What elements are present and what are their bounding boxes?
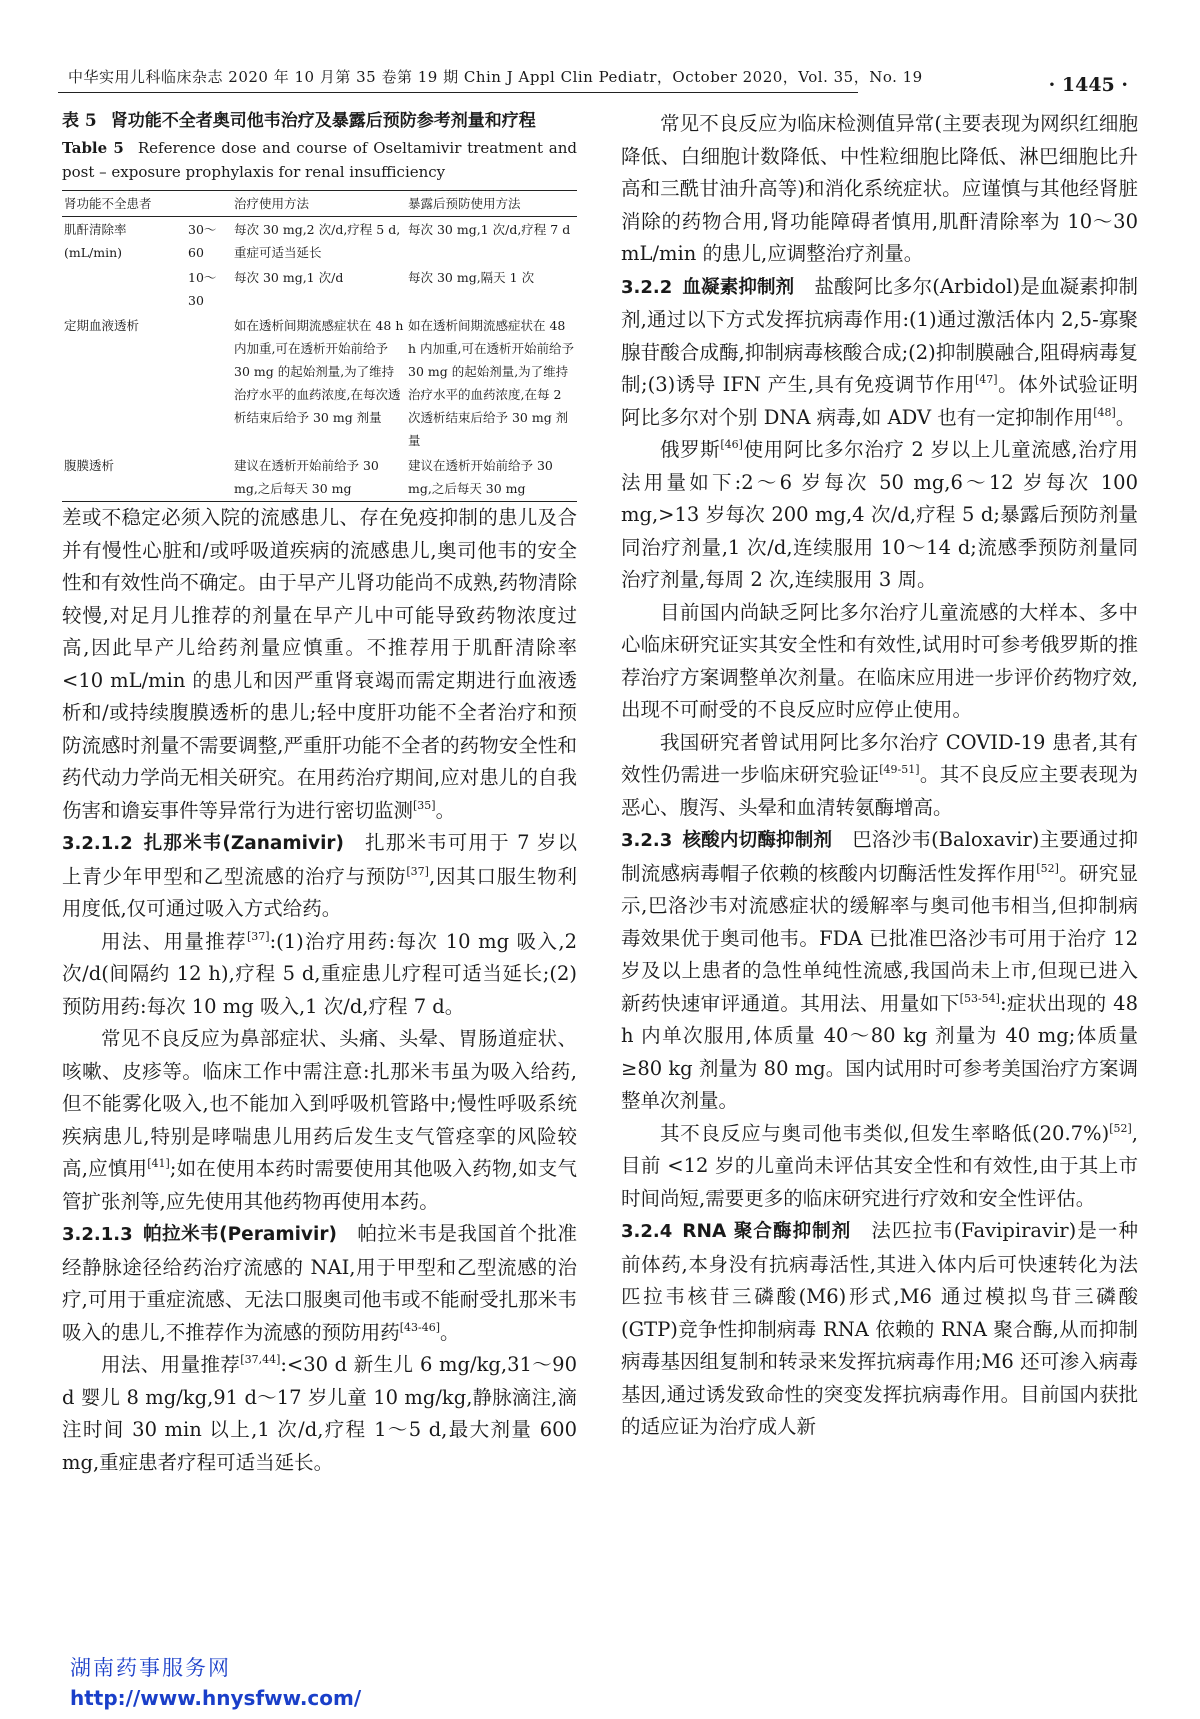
table-cell: [186, 313, 232, 453]
table-cell: 每次 30 mg,隔天 1 次: [408, 270, 535, 285]
paragraph: [62, 502, 577, 827]
table-cell: 腹膜透析: [62, 453, 186, 502]
paragraph: [62, 1023, 577, 1218]
paragraph-text: 。: [435, 798, 456, 822]
paragraph-text: 我国研究者曾试用阿比多尔治疗 COVID-19 患者,其有效性仍需进一步临床研究验证: [621, 730, 1138, 786]
citation: [37]: [406, 864, 429, 878]
paragraph-text: 用法、用量推荐: [101, 929, 247, 953]
paragraph-text: 。体外试验证明阿比多尔对个别 DNA 病毒,如 ADV 也有一定抑制作用: [621, 373, 1138, 429]
section-number: 3.2.4: [621, 1221, 673, 1242]
table-cell: 如在透析间期流感症状在 48 h 内加重,可在透析开始前给予 30 mg 的起始剂量,为了维持治疗水平的血药浓度,在每次透析结束后给予 30 mg 剂量: [234, 318, 404, 425]
table-header-cell: 治疗使用方法: [232, 191, 406, 217]
paragraph-text: 帕拉米韦是我国首个批准经静脉途径给药治疗流感的 NAI,用于甲型和乙型流感的治疗,可用于重症流感、无法口服奥司他韦或不能耐受扎那米韦吸入的患儿,不推荐作为流感的预防用药: [62, 1222, 577, 1344]
section-title: RNA 聚合酶抑制剂: [682, 1221, 852, 1242]
paragraph-text: :<30 d 新生儿 6 mg/kg,31～90 d 婴儿 8 mg/kg,91 d～17 岁儿童 10 mg/kg,静脉滴注,滴注时间 30 min 以上,1 次/d,疗程 1～5 d,最大剂量 600 mg,重症患者疗程可适当延长。: [62, 1353, 577, 1474]
table-header-row: [62, 191, 577, 217]
citation: [48]: [1093, 405, 1116, 419]
citation: [52]: [1036, 861, 1059, 875]
section-number: 3.2.2: [621, 276, 673, 298]
paragraph-text: 。: [1115, 405, 1136, 429]
watermark-site-name: 湖南药事服务网: [70, 1656, 231, 1680]
section-number: 3.2.3: [621, 830, 673, 851]
citation: [37]: [247, 929, 270, 943]
left-column: [62, 108, 577, 1479]
table-cell: 每次 30 mg,2 次/d,疗程 5 d,重症可适当延长: [234, 222, 401, 260]
dosage-table: [62, 190, 577, 502]
paragraph-text: 扎那米韦可用于 7 岁以上青少年甲型和乙型流感的治疗与预防: [62, 831, 577, 888]
paragraph: [62, 1349, 577, 1479]
table-label-cn: 表 5: [62, 111, 97, 131]
paragraph-text: ,因其口服生物利用度低,仅可通过吸入方式给药。: [62, 864, 577, 920]
paragraph: [62, 926, 577, 1024]
section-title: 血凝素抑制剂: [682, 276, 795, 298]
table-cell: 建议在透析开始前给予 30 mg,之后每天 30 mg: [232, 453, 406, 502]
citation: [35]: [413, 798, 436, 812]
table-header-cell: 肾功能不全患者: [62, 191, 186, 217]
table-cell: 30～60: [188, 222, 217, 260]
section-3-2-1-3: [62, 1218, 577, 1349]
page-number: · 1445 ·: [1048, 74, 1128, 96]
paragraph-text: 。: [440, 1320, 460, 1344]
section-title: 核酸内切酶抑制剂: [682, 830, 833, 851]
paragraph-text: :症状出现的 48 h 内单次服用,体质量 40～80 kg 剂量为 40 mg;体质量≥80 kg 剂量为 80 mg。国内试用时可参考美国治疗方案调整单次剂量。: [621, 991, 1138, 1112]
table-cell: 10～30: [188, 270, 217, 308]
watermark: [70, 1652, 361, 1710]
paragraph-text: 使用阿比多尔治疗 2 岁以上儿童流感,治疗用法用量如下:2～6 岁每次 50 mg,6～12 岁每次 100 mg,>13 岁每次 200 mg,4 次/d,疗程 5 d;暴露后预防剂量同治疗剂量,1 次/d,连续服用 10～14 d;流感季预防剂量同治疗剂量,每周 2 次,连续服用 3 周。: [621, 438, 1138, 591]
paragraph-text: 巴洛沙韦(Baloxavir)主要通过抑制流感病毒帽子依赖的核酸内切酶活性发挥作用: [621, 828, 1138, 885]
paragraph-text: ,目前 <12 岁的儿童尚未评估其安全性和有效性,由于其上市时间尚短,需要更多的临床研究进行疗效和安全性评估。: [621, 1121, 1138, 1210]
citation: [37,44]: [240, 1353, 281, 1366]
paragraph-text: :(1)治疗用药:每次 10 mg 吸入,2 次/d(间隔约 12 h),疗程 5 d,重症患儿疗程可适当延长;(2)预防用药:每次 10 mg 吸入,1 次/d,疗程 7 d。: [62, 929, 577, 1018]
table-caption-en: [62, 136, 577, 184]
citation: [52]: [1109, 1121, 1132, 1135]
table-cell: 每次 30 mg,1 次/d: [234, 270, 344, 285]
section-3-2-2: [621, 271, 1138, 435]
table-label-en: Table 5: [62, 139, 124, 157]
table-cell: 建议在透析开始前给予 30 mg,之后每天 30 mg: [406, 453, 577, 502]
section-title: 帕拉米韦(Peramivir): [142, 1224, 337, 1245]
table-title-en: Reference dose and course of Oseltamivir treatment and post – exposure prophylaxis for renal insufficiency: [62, 139, 577, 181]
section-3-2-1-2: [62, 827, 577, 926]
table-caption-cn: [62, 108, 577, 134]
table-cell: 定期血液透析: [64, 318, 140, 333]
table-row: [62, 453, 577, 502]
paragraph-text: 俄罗斯: [660, 438, 721, 461]
citation: [47]: [975, 373, 998, 386]
table-row: [62, 217, 577, 266]
table-header-cell: 暴露后预防使用方法: [406, 191, 577, 217]
citation: [43-46]: [399, 1320, 440, 1334]
table-row: [62, 265, 577, 313]
section-number: 3.2.1.3: [62, 1224, 133, 1245]
paragraph: 目前国内尚缺乏阿比多尔治疗儿童流感的大样本、多中心临床研究证实其安全性和有效性,试用时可参考俄罗斯的推荐治疗方案调整单次剂量。在临床应用进一步评价药物疗效,出现不可耐受的不良反应时应停止使用。: [621, 600, 1138, 721]
citation: [53-54]: [959, 991, 1000, 1005]
paragraph-text: 其不良反应与奥司他韦类似,但发生率略低(20.7%): [660, 1121, 1110, 1145]
paragraph: [621, 434, 1138, 597]
paragraph: 常见不良反应为临床检测值异常(主要表现为网织红细胞降低、白细胞计数降低、中性粒细胞比降低、淋巴细胞比升高和三酰甘油升高等)和消化系统症状。应谨慎与其他经肾脏消除的药物合用,肾功能障碍者慎用,肌酐清除率为 10～30 mL/min 的患儿,应调整治疗剂量。: [621, 112, 1138, 265]
paragraph-text: 盐酸阿比多尔(Arbidol)是血凝素抑制剂,通过以下方式发挥抗病毒作用:(1)通过激活体内 2,5-寡聚腺苷酸合成酶,抑制病毒核酸合成;(2)抑制膜融合,阻碍病毒复制;(3)诱导 IFN 产生,具有免疫调节作用: [621, 274, 1138, 396]
paragraph-text: ;如在使用本药时需要使用其他吸入药物,如支气管扩张剂等,应先使用其他药物再使用本药。: [62, 1157, 577, 1213]
paragraph-text: 常见不良反应为鼻部症状、头痛、头晕、胃肠道症状、咳嗽、皮疹等。临床工作中需注意:扎那米韦虽为吸入给药,但不能雾化吸入,也不能加入到呼吸机管路中;慢性呼吸系统疾病患儿,特别是哮喘患儿用药后发生支气管痉挛的风险较高,应慎用: [62, 1027, 577, 1180]
table-row: [62, 313, 577, 453]
paragraph: [621, 727, 1138, 825]
section-title: 扎那米韦(Zanamivir): [142, 833, 344, 854]
citation: [41]: [147, 1157, 170, 1170]
citation: [46]: [720, 438, 743, 451]
paragraph-text: 。研究显示,巴洛沙韦对流感症状的缓解率与奥司他韦相当,但抑制病毒效果优于奥司他韦。FDA 已批准巴洛沙韦可用于治疗 12 岁及以上患者的急性单纯性流感,我国尚未上市,但现已进入新药快速审评通道。其用法、用量如下: [621, 861, 1138, 1015]
paragraph-text: 法匹拉韦(Favipiravir)是一种前体药,本身没有抗病毒活性,其进入体内后可快速转化为法匹拉韦核苷三磷酸(M6)形式,M6 通过模拟鸟苷三磷酸(GTP)竞争性抑制病毒 RNA 依赖的 RNA 聚合酶,从而抑制病毒基因组复制和转录来发挥抗病毒作用;M6 还可渗入病毒基因,通过诱发致命性的突变发挥抗病毒作用。目前国内获批的适应证为治疗成人新: [621, 1219, 1138, 1438]
right-column: [621, 108, 1138, 1444]
table-cell: 肌酐清除率(mL/min): [64, 222, 127, 260]
paragraph-text: 用法、用量推荐: [101, 1353, 241, 1376]
header-rule: [58, 92, 858, 93]
table-cell: 每次 30 mg,1 次/d,疗程 7 d: [408, 222, 571, 237]
section-number: 3.2.1.2: [62, 833, 133, 854]
table-cell: [186, 453, 232, 502]
watermark-url[interactable]: http://www.hnysfww.com/: [70, 1686, 362, 1710]
section-3-2-3: [621, 824, 1138, 1118]
paragraph-text: 。其不良反应主要表现为恶心、腹泻、头晕和血清转氨酶增高。: [621, 763, 1138, 819]
table-title-cn: 肾功能不全者奥司他韦治疗及暴露后预防参考剂量和疗程: [110, 111, 536, 131]
paragraph: [621, 1118, 1138, 1216]
table-cell: 如在透析间期流感症状在 48 h 内加重,可在透析开始前给予 30 mg 的起始剂量,为了维持治疗水平的血药浓度,在每 2 次透析结束后给予 30 mg 剂量: [408, 318, 574, 448]
citation: [49-51]: [879, 763, 920, 776]
table-cell: [62, 265, 186, 313]
section-3-2-4: [621, 1215, 1138, 1444]
paragraph-text: 差或不稳定必须入院的流感患儿、存在免疫抑制的患儿及合并有慢性心脏和/或呼吸道疾病的流感患儿,奥司他韦的安全性和有效性尚不确定。由于早产儿肾功能尚不成熟,药物清除较慢,对足月儿推荐的剂量在早产儿中可能导致药物浓度过高,因此早产儿给药剂量应慎重。不推荐用于肌酐清除率 <10 mL/min 的患儿和因严重肾衰竭而需定期进行血液透析和/或持续腹膜透析的患儿;轻中度肝功能不全者治疗和预防流感时剂量不需要调整,严重肝功能不全者的药物安全性和药代动力学尚无相关研究。在用药治疗期间,应对患儿的自我伤害和谵妄事件等异常行为进行密切监测: [62, 506, 577, 822]
journal-citation: 中华实用儿科临床杂志 2020 年 10 月第 35 卷第 19 期 Chin J Appl Clin Pediatr，October 2020，Vol. 35，No. 19: [68, 68, 923, 86]
running-header: [58, 62, 1128, 96]
table-header-cell: [186, 191, 232, 217]
